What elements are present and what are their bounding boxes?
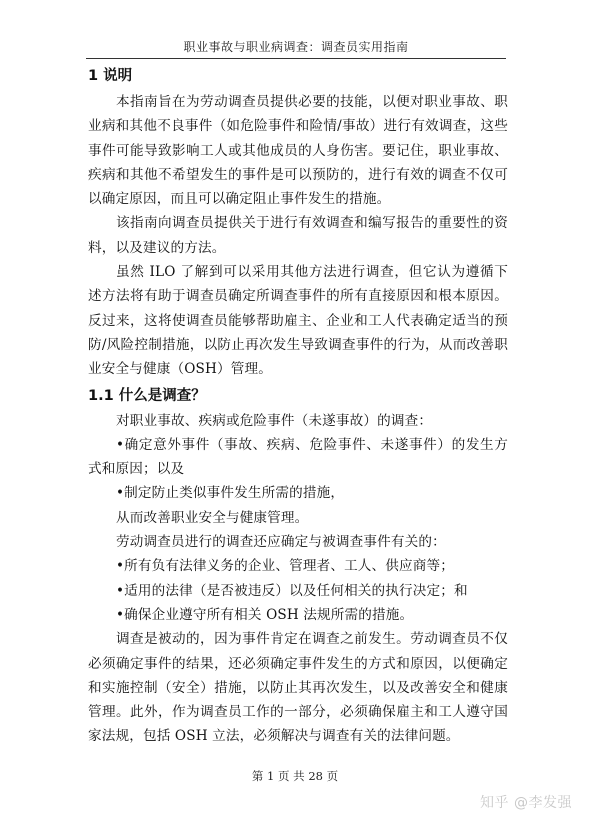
paragraph: 从而改善职业安全与健康管理。: [116, 509, 309, 526]
page-number: 第 1 页 共 28 页: [251, 769, 339, 783]
paragraph: 劳动调查员进行的调查还应确定与被调查事件有关的：: [116, 534, 446, 551]
paragraph: 调查是被动的，因为事件肯定在调查之前发生。劳动调查员不仅必须确定事件的结果，还必须确定事件发生的方式和原因，以便确定和实施控制（安全）措施，以防止其再次发生，以及改善安全和健康管理。此外，作为调查员工作的一部分，必须确保雇主和工人遵守国家法规，包括 OSH 立法，必须解决与调查有关的法律问题。: [88, 631, 508, 745]
section-heading-1-1: 1.1 什么是调查？: [88, 387, 206, 404]
watermark: 知乎 @李发强: [480, 795, 572, 811]
list-item: •确定意外事件（事故、疾病、危险事件、未遂事件）的发生方式和原因；以及: [88, 436, 508, 478]
page-content: [88, 64, 508, 749]
list-item: •适用的法律（是否被违反）以及任何相关的执行决定；和: [116, 582, 468, 599]
running-header: 职业事故与职业病调查：调查员实用指南: [183, 40, 409, 54]
paragraph: 该指南向调查员提供关于进行有效调查和编写报告的重要性的资料，以及建议的方法。: [88, 215, 508, 256]
section-heading-1: 1 说明: [88, 68, 133, 84]
list-item: •所有负有法律义务的企业、管理者、工人、供应商等；: [116, 558, 455, 575]
list-item: •确保企业遵守所有相关 OSH 法规所需的措施。: [116, 606, 414, 623]
paragraph: 本指南旨在为劳动调查员提供必要的技能，以便对职业事故、职业病和其他不良事件（如危险事件和险情/事故）进行有效调查，这些事件可能导致影响工人或其他成员的人身伤害。要记住，职业事故、疾病和其他不希望发生的事件是可以预防的，进行有效的调查不仅可以确定原因，而且可以确定阻止事件发生的措施。: [88, 94, 508, 208]
paragraph: 对职业事故、疾病或危险事件（未遂事故）的调查：: [116, 412, 433, 429]
paragraph: 虽然 ILO 了解到可以采用其他方法进行调查，但它认为遵循下述方法将有助于调查员确定所调查事件的所有直接原因和根本原因。反过来，这将使调查员能够帮助雇主、企业和工人代表确定适当的预防/风险控制措施，以防止再次发生导致调查事件的行为，从而改善职业安全与健康（OSH）管理。: [88, 264, 508, 378]
header-rule: [86, 58, 506, 59]
list-item: •制定防止类似事件发生所需的措施，: [116, 485, 345, 502]
